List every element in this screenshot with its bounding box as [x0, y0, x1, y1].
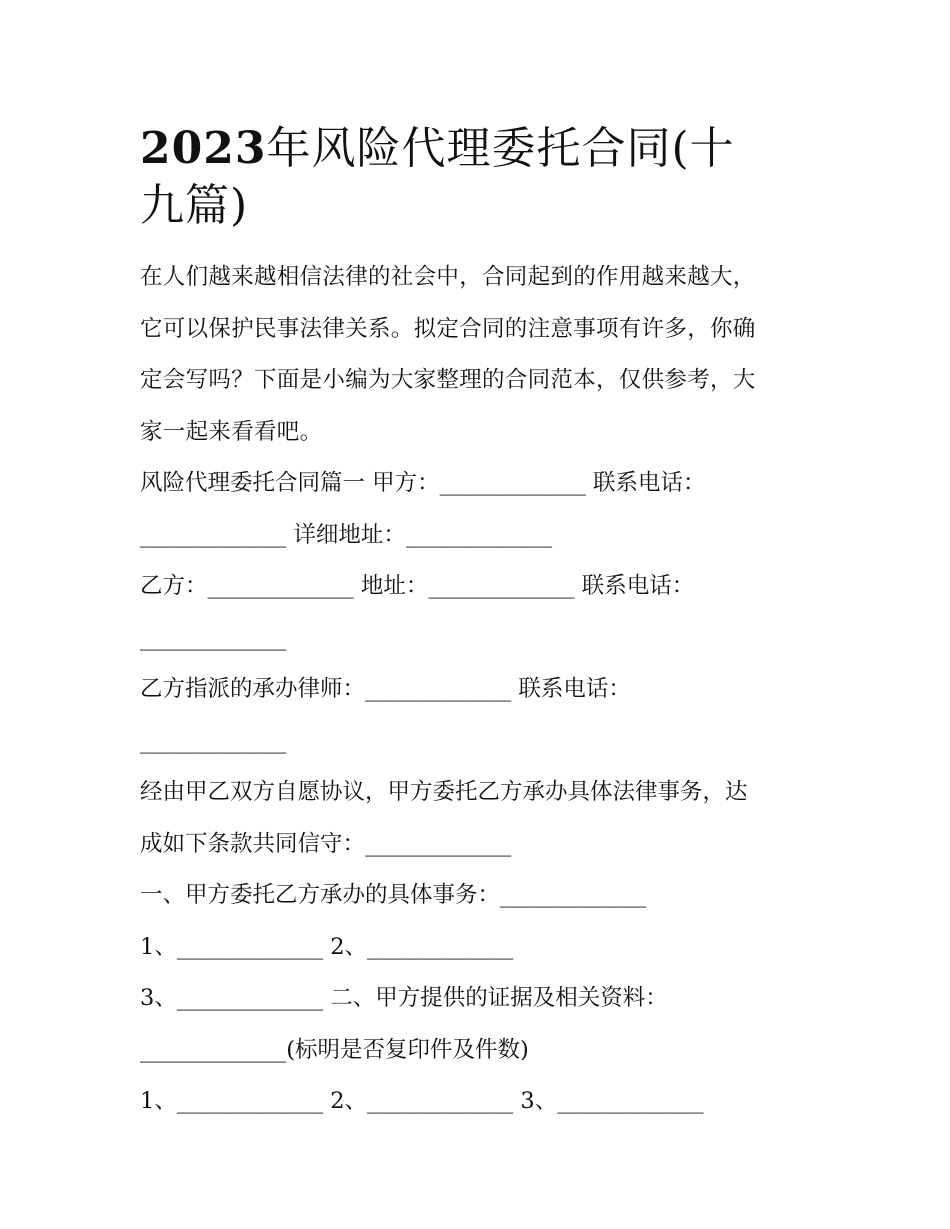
- intro-paragraph: [140, 252, 820, 458]
- intro-line: 在人们越来越相信法律的社会中，合同起到的作用越来越大，: [140, 264, 756, 290]
- evidence-note-line: _____________(标明是否复印件及件数): [140, 1036, 529, 1063]
- intro-line: 定会写吗？下面是小编为大家整理的合同范本，仅供参考，大: [140, 367, 756, 393]
- contract-body: [140, 458, 820, 1128]
- intro-line: 家一起来看看吧。: [140, 418, 323, 445]
- party-b-phone-line: _____________: [140, 624, 287, 651]
- lawyer-line: 乙方指派的承办律师：_____________ 联系电话：: [140, 676, 631, 702]
- title-text-line2: 九篇): [140, 180, 249, 231]
- evidence-items-line: 1、_____________ 2、_____________ 3、_____________: [140, 1088, 704, 1114]
- title-number: 2023: [140, 123, 267, 174]
- party-b-line: 乙方：_____________ 地址：_____________ 联系电话：: [140, 573, 695, 599]
- document-title: [140, 120, 820, 234]
- lawyer-phone-line: _____________: [140, 727, 287, 754]
- agreement-line: 经由甲乙双方自愿协议，甲方委托乙方承办具体法律事务，达: [140, 779, 748, 805]
- clause-two-line: 3、_____________ 二、甲方提供的证据及相关资料：: [140, 985, 668, 1011]
- document-page: [140, 120, 820, 1128]
- title-text-line1: 年风险代理委托合同(十: [266, 123, 735, 174]
- intro-line: 它可以保护民事法律关系。拟定合同的注意事项有许多，你确: [140, 315, 756, 342]
- party-a-line: 风险代理委托合同篇一 甲方：_____________ 联系电话：: [140, 470, 706, 496]
- agreement-line: 成如下条款共同信守：_____________: [140, 830, 512, 857]
- clause-one-line: 一、甲方委托乙方承办的具体事务：_____________: [140, 882, 647, 908]
- party-a-address-line: _____________ 详细地址：_____________: [140, 521, 553, 548]
- clause-item-line: 1、_____________ 2、_____________: [140, 933, 514, 960]
